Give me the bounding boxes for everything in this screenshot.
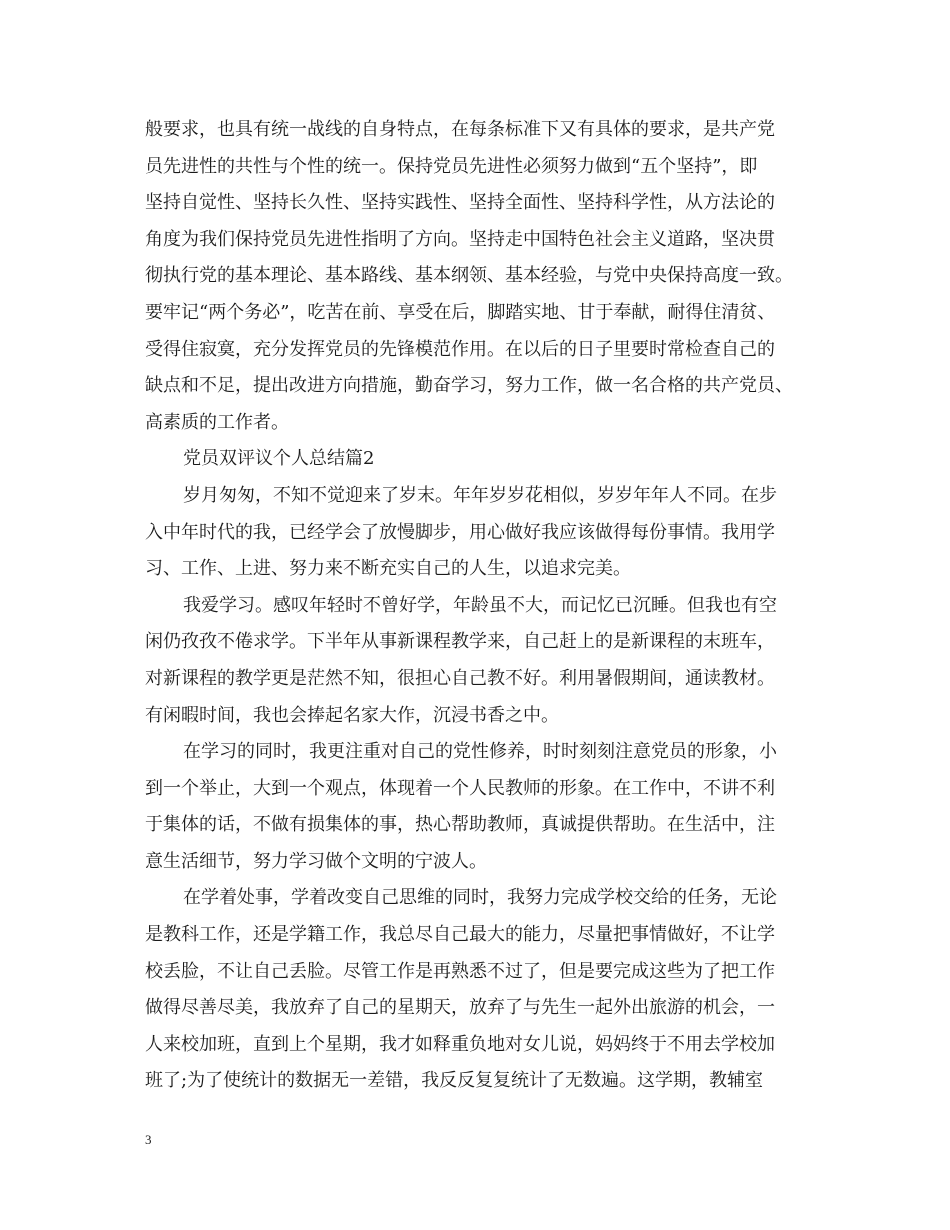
text-line: 人来校加班，直到上个星期，我才如释重负地对女儿说，妈妈终于不用去学校加 — [145, 1033, 775, 1055]
text-line: 在学习的同时，我更注重对自己的党性修养，时时刻刻注意党员的形象，小 — [183, 741, 777, 763]
text-line: 要牢记“两个务必”，吃苦在前、享受在后，脚踏实地、甘于奉献，耐得住清贫、 — [145, 301, 776, 323]
text-line: 角度为我们保持党员先进性指明了方向。坚持走中国特色社会主义道路，坚决贯 — [145, 228, 775, 250]
text-line: 彻执行党的基本理论、基本路线、基本纲领、基本经验，与党中央保持高度一致。 — [145, 265, 793, 287]
text-line: 对新课程的教学更是茫然不知，很担心自己教不好。利用暑假期间，通读教材。 — [145, 667, 775, 689]
text-line: 习、工作、上进、努力来不断充实自己的人生，以追求完美。 — [145, 558, 631, 580]
section-heading: 党员双评议个人总结篇2 — [183, 448, 375, 470]
text-line: 是教科工作，还是学籍工作，我总尽自己最大的能力，尽量把事情做好，不让学 — [145, 924, 775, 946]
page-number: 3 — [145, 1132, 152, 1147]
body-text — [145, 112, 810, 1100]
text-line: 岁月匆匆，不知不觉迎来了岁末。年年岁岁花相似，岁岁年年人不同。在步 — [183, 484, 777, 506]
text-line: 做得尽善尽美，我放弃了自己的星期天，放弃了与先生一起外出旅游的机会，一 — [145, 997, 775, 1019]
text-line: 高素质的工作者。 — [145, 411, 289, 433]
text-line: 意生活细节，努力学习做个文明的宁波人。 — [145, 850, 487, 872]
text-line: 有闲暇时间，我也会捧起名家大作，沉浸书香之中。 — [145, 704, 559, 726]
text-line: 到一个举止，大到一个观点，体现着一个人民教师的形象。在工作中，不讲不利 — [145, 777, 775, 799]
text-line: 班了;为了使统计的数据无一差错，我反反复复统计了无数遍。这学期，教辅室 — [145, 1070, 764, 1092]
text-line: 缺点和不足，提出改进方向措施，勤奋学习，努力工作，做一名合格的共产党员、 — [145, 375, 793, 397]
text-line: 校丢脸，不让自己丢脸。尽管工作是再熟悉不过了，但是要完成这些为了把工作 — [145, 960, 775, 982]
text-line: 于集体的话，不做有损集体的事，热心帮助教师，真诚提供帮助。在生活中，注 — [145, 814, 775, 836]
text-line: 在学着处事，学着改变自己思维的同时，我努力完成学校交给的任务，无论 — [183, 887, 777, 909]
text-line: 受得住寂寞，充分发挥党员的先锋模范作用。在以后的日子里要时常检查自己的 — [145, 338, 775, 360]
text-line: 般要求，也具有统一战线的自身特点，在每条标准下又有具体的要求，是共产党 — [145, 119, 775, 140]
text-line: 入中年时代的我，已经学会了放慢脚步，用心做好我应该做得每份事情。我用学 — [145, 521, 775, 543]
text-line: 闲仍孜孜不倦求学。下半年从事新课程教学来，自己赶上的是新课程的末班车， — [145, 631, 775, 653]
text-line: 我爱学习。感叹年轻时不曾好学，年龄虽不大，而记忆已沉睡。但我也有空 — [183, 594, 777, 616]
text-line: 员先进性的共性与个性的统一。保持党员先进性必须努力做到“五个坚持”，即 — [145, 155, 758, 177]
text-line: 坚持自觉性、坚持长久性、坚持实践性、坚持全面性、坚持科学性，从方法论的 — [145, 192, 775, 214]
